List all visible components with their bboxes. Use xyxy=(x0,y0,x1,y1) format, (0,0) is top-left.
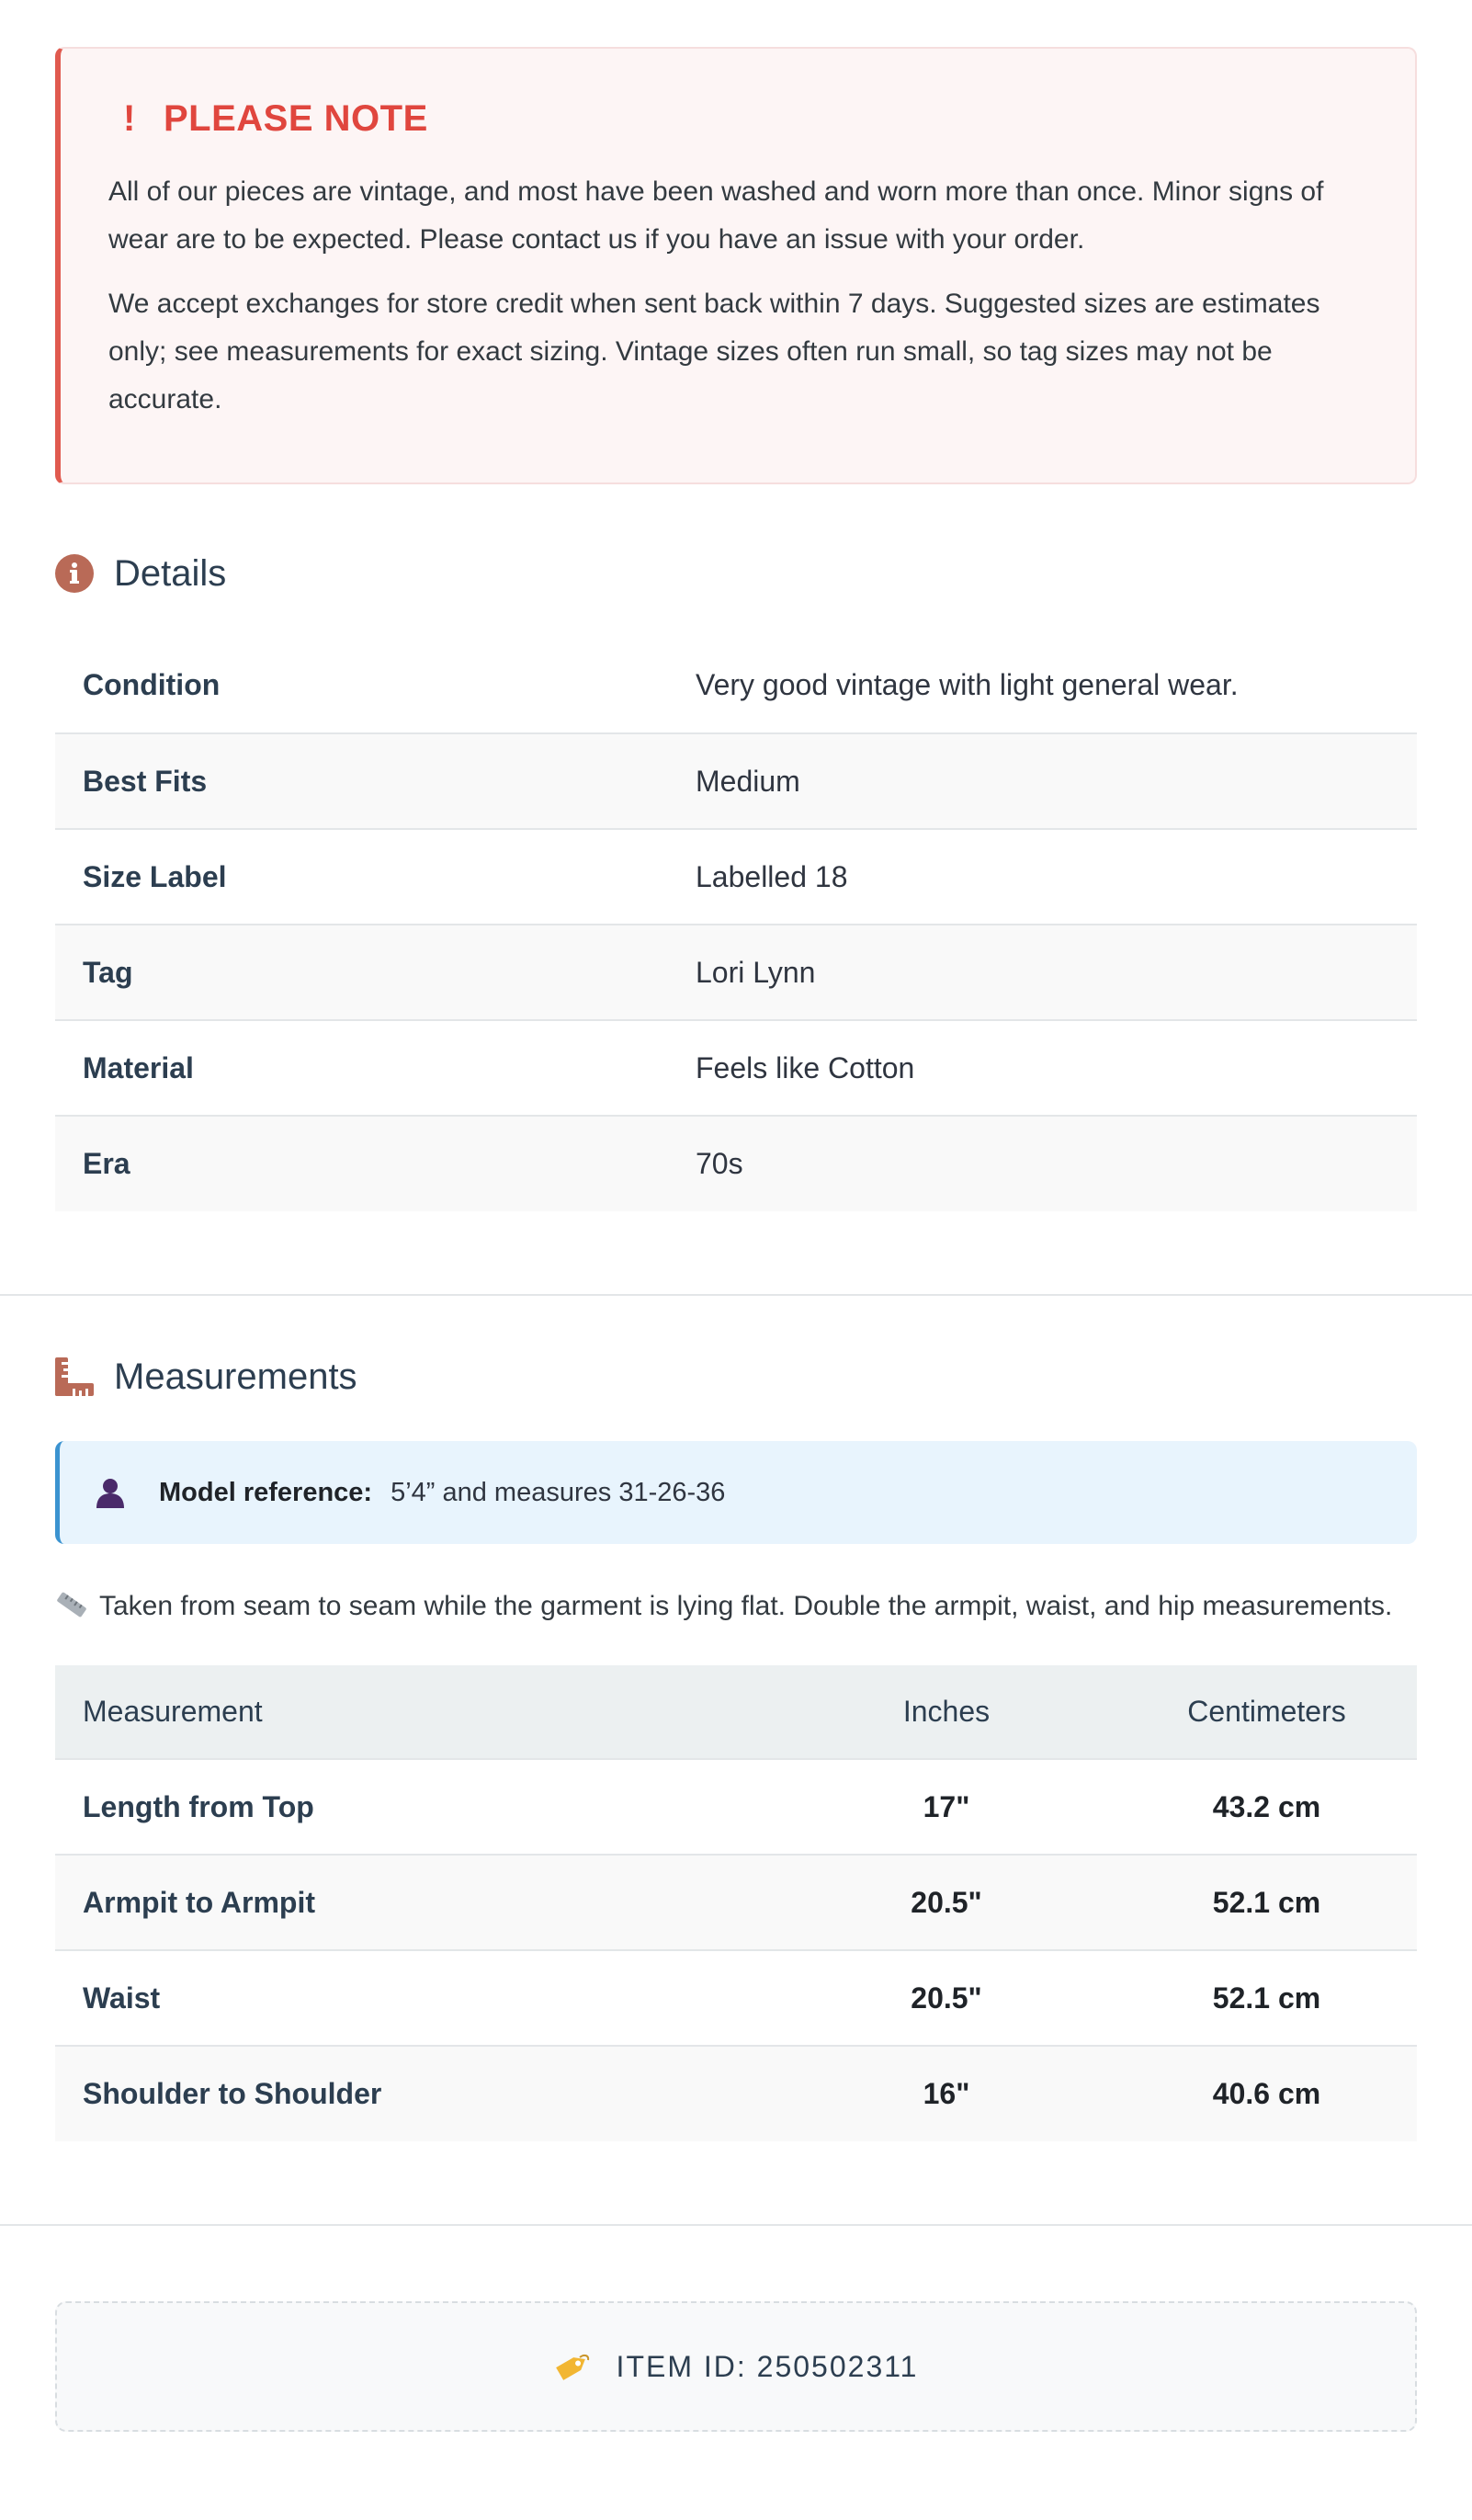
measurement-note-text: Taken from seam to seam while the garment is lying flat. Double the armpit, waist, and hip measurements. xyxy=(99,1591,1393,1621)
details-row xyxy=(55,1020,1417,1116)
section-divider xyxy=(0,2224,1472,2226)
measurement-name: Armpit to Armpit xyxy=(83,1885,316,1919)
details-header xyxy=(55,546,1417,601)
detail-value: Lori Lynn xyxy=(696,955,816,989)
measurement-row xyxy=(55,1759,1417,1855)
details-row xyxy=(55,638,1417,733)
details-table xyxy=(55,638,1417,1211)
ruler-icon xyxy=(55,1357,94,1396)
measurement-row xyxy=(55,1950,1417,2046)
notice-title: PLEASE NOTE xyxy=(164,98,428,139)
notice-paragraph: All of our pieces are vintage, and most have been washed and worn more than once. Minor signs of wear are to be expected. Please contact us if you have an issue with your order. xyxy=(108,176,1324,255)
measurement-name: Shoulder to Shoulder xyxy=(83,2077,382,2110)
item-id-box xyxy=(55,2301,1417,2432)
notice-box xyxy=(55,47,1417,484)
detail-key: Size Label xyxy=(83,859,227,893)
measurement-cm: 52.1 cm xyxy=(1212,1885,1321,1919)
measurement-inches: 16" xyxy=(923,2077,970,2110)
detail-value: Medium xyxy=(696,764,800,798)
detail-value: Very good vintage with light general wear. xyxy=(696,668,1239,701)
column-header: Centimeters xyxy=(1116,1665,1417,1759)
detail-key: Best Fits xyxy=(83,764,208,798)
exclamation-icon: ! xyxy=(123,98,136,139)
model-reference-text: 5’4” and measures 31-26-36 xyxy=(391,1477,726,1507)
measurement-row xyxy=(55,1855,1417,1950)
details-row xyxy=(55,925,1417,1020)
measurements-table xyxy=(55,1665,1417,2141)
model-reference-label: Model reference: xyxy=(159,1477,373,1507)
measurement-cm: 40.6 cm xyxy=(1212,2077,1321,2110)
measurement-cm: 43.2 cm xyxy=(1212,1789,1321,1823)
details-row xyxy=(55,829,1417,925)
column-header: Measurement xyxy=(55,1665,776,1759)
measurement-name: Waist xyxy=(83,1981,161,2015)
notice-header xyxy=(108,96,1367,141)
detail-value: 70s xyxy=(696,1147,743,1180)
detail-key: Era xyxy=(83,1147,130,1180)
detail-value: Feels like Cotton xyxy=(696,1050,915,1084)
section-divider xyxy=(0,1294,1472,1296)
measurement-row xyxy=(55,2046,1417,2141)
measurements-header xyxy=(55,1349,1417,1404)
detail-key: Tag xyxy=(83,955,133,989)
measurement-note xyxy=(55,1583,1417,1630)
details-row xyxy=(55,1116,1417,1211)
detail-key: Material xyxy=(83,1050,194,1084)
item-id-text: ITEM ID: 250502311 xyxy=(616,2349,919,2383)
measurement-inches: 20.5" xyxy=(911,1981,982,2015)
details-row xyxy=(55,733,1417,829)
measurement-name: Length from Top xyxy=(83,1789,314,1823)
measurement-cm: 52.1 cm xyxy=(1212,1981,1321,2015)
detail-value: Labelled 18 xyxy=(696,859,848,893)
tag-icon xyxy=(554,2350,591,2383)
section-title: Details xyxy=(114,552,227,594)
section-title: Measurements xyxy=(114,1356,357,1397)
measurement-inches: 17" xyxy=(923,1789,970,1823)
notice-paragraph: We accept exchanges for store credit when sent back within 7 days. Suggested sizes are estimates only; see measurements for exact sizing. Vintage sizes often run small, so tag sizes may not be accurate. xyxy=(108,289,1320,414)
info-icon xyxy=(55,554,94,593)
detail-key: Condition xyxy=(83,668,221,701)
column-header: Inches xyxy=(776,1665,1116,1759)
ruler-small-icon xyxy=(55,1591,88,1618)
model-reference-box xyxy=(55,1441,1417,1544)
person-icon xyxy=(95,1477,126,1508)
measurement-inches: 20.5" xyxy=(911,1885,982,1919)
